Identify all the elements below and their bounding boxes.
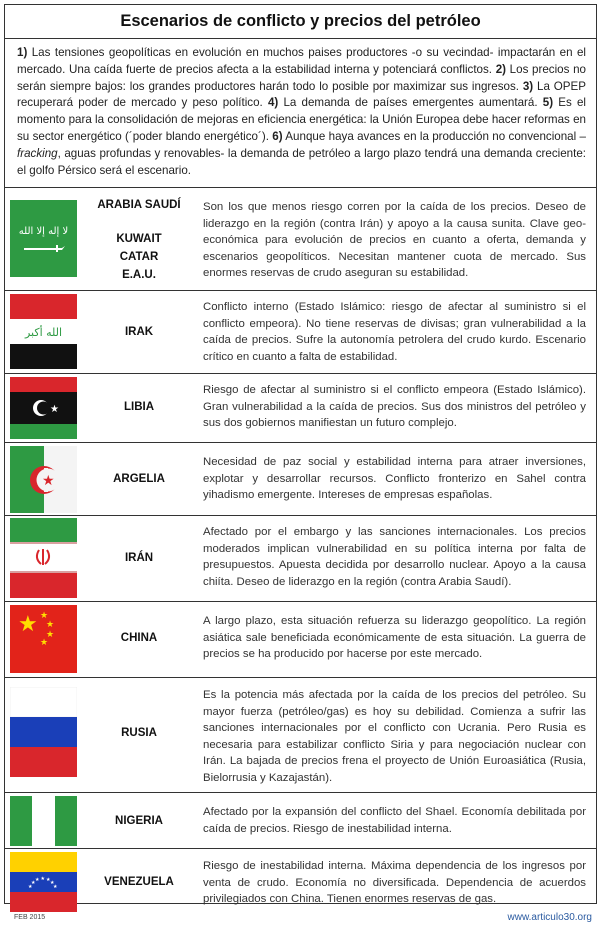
country-description: Riesgo de inestabilidad interna. Máxima dependencia de los ingresos por venta de crudo. Economía no diversificada. Dependencia de acuerdos privilegiados con China. Tienen enormes reservas de gas. [203,860,586,906]
svg-text:★: ★ [40,638,49,648]
table-row [5,516,596,602]
svg-text:★: ★ [18,612,38,637]
point-text: Aunque haya avances en la producción no convencional – [282,129,587,143]
svg-text:★: ★ [40,611,49,621]
saudi-arabia-flag-icon [10,200,77,277]
point-text: , aguas profundas y renovables- la demanda de petróleo a largo plazo tendrá una demanda creciente: el golfo Pérsico será el escenario. [17,146,586,177]
svg-text:★: ★ [28,884,33,890]
svg-text:الله أكبر: الله أكبر [24,326,63,339]
nigeria-flag-icon [10,796,77,846]
country-name: NIGERIA [115,815,163,827]
intro-paragraph [5,39,596,188]
country-description: Son los que menos riesgo corren por la caída de los precios. Deseo de liderazgo en la región (contra Irán) y apoyo a la causa sunita. Clave geo-económica para evolución de precios en cuanto a oferta, demanda y escenarios geopolíticos. Necesitan mantener cuota de mercado. Sus enormes reservas de crudo aseguran su estabilidad. [203,201,586,280]
footer-website-link[interactable]: www.articulo30.org [507,912,592,923]
point-number: 4) [267,96,279,110]
page-title: Escenarios de conflicto y precios del petróleo [5,5,596,39]
svg-text:★: ★ [35,877,40,883]
svg-text:★: ★ [50,404,59,415]
svg-text:★: ★ [46,620,55,630]
country-name: IRÁN [124,552,154,564]
country-name: CHINA [120,632,158,644]
country-description: Afectado por la expansión del conflicto del Shael. Economía debilitada por caída de precios. Riesgo de inestabilidad interna. [203,806,586,835]
point-number: 6) [272,129,283,143]
point-italic-text: fracking [17,146,58,160]
point-text: Es el momento para la consolidación de mejoras en eficiencia energética: la Unión Europea debe hacer reformas en su sector energético (´poder blando energético´). [17,96,586,143]
country-description: A largo plazo, esta situación refuerza su liderazgo geopolítico. La región asiática sale beneficiada económicamente de esta situación. La guerra de precios se ha producido por hacerse por este mercado. [203,615,586,661]
svg-text:★: ★ [31,880,36,886]
table-row [5,291,596,374]
svg-text:★: ★ [40,876,45,882]
country-table [5,188,596,915]
table-row [5,188,596,291]
infographic-frame [4,4,597,904]
country-name: RUSIA [121,727,157,739]
country-name: LIBIA [123,401,155,413]
table-row [5,374,596,443]
point-text: Los precios no serán siempre bajos: los grandes productores harán todo lo posible por maximizar sus ingresos. [17,62,586,93]
svg-text:★: ★ [53,884,58,890]
russia-flag-icon [10,687,77,777]
point-number: 5) [542,96,554,110]
svg-text:★: ★ [46,630,55,640]
country-name: ARGELIA [113,473,165,485]
country-description: Es la potencia más afectada por la caída de los precios del petróleo. Su mayor fuerza (petróleo/gas) es hoy su debilidad. Comienza a sufrir las sanciones internacionales por el conflicto con Ucrania. Pero Rusia es necesaria para estabilizar conflicto Siria y para negociación nuclear con Irán. La bajada de precios frena el proyecto de Unión Euroasiática (Rusia, Bielorrusia y Kazajastán). [203,689,586,784]
table-row [5,678,596,793]
country-description: Riesgo de afectar al suministro si el conflicto empeora (Estado Islámico). Gran vulnerabilidad a la caída de precios. Sus dos ministros del petróleo y sus dos gobiernos manifiestan un futuro complejo. [203,384,586,430]
footer-date: FEB 2015 [14,914,46,921]
iraq-flag-icon [10,294,77,369]
point-text: Las tensiones geopolíticas en evolución en muchos paises productores -o su vecindad- impactarán en el mercado. Una caída fuerte de precios afecta a la estabilidad interna y potenciará conflictos. [17,46,586,76]
svg-text:★: ★ [46,877,51,883]
country-name [83,196,195,284]
table-row [5,443,596,516]
country-description: Afectado por el embargo y las sanciones internacionales. Los precios moderados implican vulnerabilidad en su política interna por falta de presupuestos. Apuesta decidida por desarrollo nuclear. Apoyo a la causa chiíta. Deseo de liderazgo en la región (contra Arabia Saudí). [203,526,586,588]
point-number: 2) [495,62,506,76]
country-label: E.A.U. [122,269,156,281]
table-row [5,602,596,678]
svg-text:لا إله إلا الله: لا إله إلا الله [18,226,69,237]
point-number: 1) [17,46,28,59]
country-description: Necesidad de paz social y estabilidad interna para atraer inversiones, explotar y desarrollar recursos. Conflicto fronterizo en Sahel contra yihadismo emergente. Intereses de empresas españolas. [203,456,586,502]
country-label: CATAR [119,251,159,263]
svg-text:★: ★ [50,880,55,886]
country-name: VENEZUELA [104,876,174,888]
country-label: ARABIA SAUDÍ [97,199,181,211]
point-number: 3) [522,79,534,93]
country-label: KUWAIT [116,233,162,245]
libya-flag-icon [10,377,77,439]
country-name: IRAK [124,326,154,338]
point-text: La OPEP recuperará poder de mercado y peso político. [17,79,586,110]
table-row [5,793,596,849]
table-row [5,849,596,915]
svg-text:★: ★ [42,473,55,489]
algeria-flag-icon [10,446,77,513]
point-text: La demanda de países emergentes aumentará. [278,96,543,110]
venezuela-flag-icon [10,852,77,912]
china-flag-icon [10,605,77,673]
country-description: Conflicto interno (Estado Islámico: riesgo de afectar al suministro si el conflicto empeora). No tiene reservas de divisas; gran vulnerabilidad a la caída de precios. Sufre la autonomía petrolera del crudo kurdo. Escenario crítico en cuanto a falta de estabilidad. [203,301,586,363]
iran-flag-icon [10,518,77,598]
